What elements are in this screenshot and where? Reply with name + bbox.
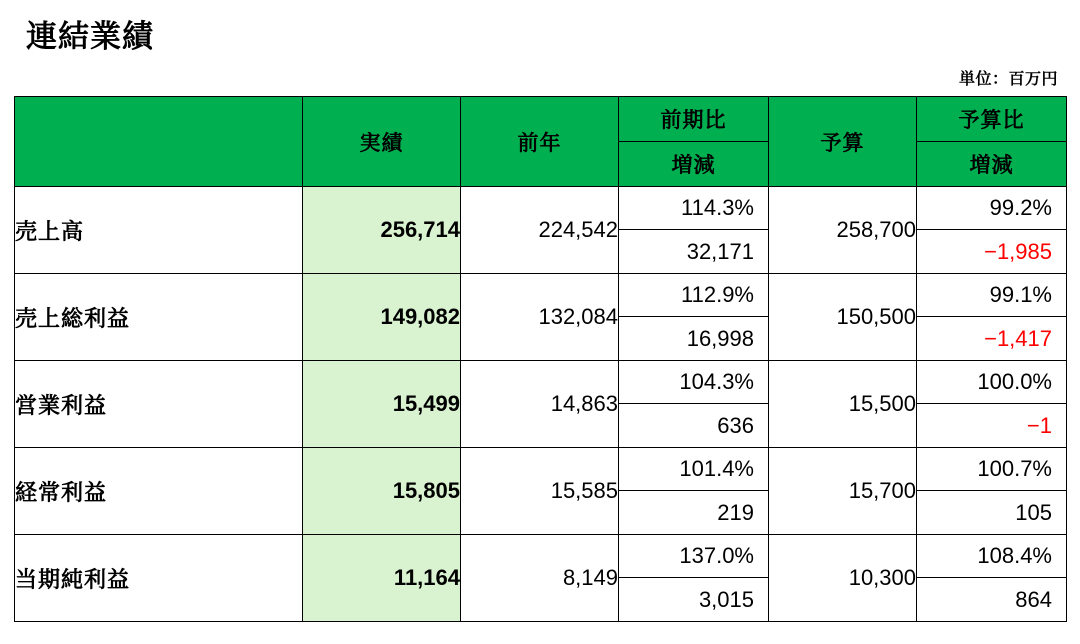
cell-budget-ratio: 99.1%	[917, 274, 1066, 317]
cell-yoy-change: 32,171	[686, 238, 754, 264]
cell-yoy-ratio: 114.3%	[619, 187, 768, 230]
row-label: 売上高	[15, 187, 303, 274]
cell-budget-change: 105	[1015, 499, 1052, 525]
cell-previous: 15,585	[461, 448, 619, 535]
cell-budget: 150,500	[769, 274, 917, 361]
cell-yoy-ratio: 137.0%	[619, 535, 768, 578]
cell-budget-change: −1,417	[984, 325, 1052, 351]
cell-actual: 149,082	[303, 274, 461, 361]
cell-actual: 11,164	[303, 535, 461, 622]
row-label: 営業利益	[15, 361, 303, 448]
row-label: 経常利益	[15, 448, 303, 535]
row-label: 当期純利益	[15, 535, 303, 622]
cell-previous: 224,542	[461, 187, 619, 274]
table-row	[15, 187, 1067, 274]
cell-budget-change: 864	[1015, 586, 1052, 612]
cell-previous: 132,084	[461, 274, 619, 361]
cell-budget-ratio: 100.7%	[917, 448, 1066, 491]
cell-budget: 15,500	[769, 361, 917, 448]
header-blank	[15, 97, 303, 187]
cell-budget-change: −1,985	[984, 238, 1052, 264]
cell-budget-ratio: 99.2%	[917, 187, 1066, 230]
table-header	[15, 97, 1067, 187]
table-row	[15, 535, 1067, 622]
cell-yoy-change: 3,015	[698, 586, 754, 612]
cell-budget-change: −1	[1026, 412, 1052, 438]
header-actual: 実績	[303, 97, 461, 187]
cell-yoy-change: 219	[717, 499, 754, 525]
cell-previous: 14,863	[461, 361, 619, 448]
header-budget: 予算	[769, 97, 917, 187]
cell-budget-variance	[917, 274, 1067, 361]
cell-actual: 15,499	[303, 361, 461, 448]
header-budget-change: 増減	[917, 142, 1067, 187]
cell-budget-ratio: 100.0%	[917, 361, 1066, 404]
cell-budget: 15,700	[769, 448, 917, 535]
cell-previous: 8,149	[461, 535, 619, 622]
cell-yoy	[619, 535, 769, 622]
cell-actual: 15,805	[303, 448, 461, 535]
header-previous: 前年	[461, 97, 619, 187]
cell-yoy-ratio: 104.3%	[619, 361, 768, 404]
table-body	[15, 187, 1067, 622]
header-budget-ratio: 予算比	[917, 97, 1067, 142]
cell-yoy-ratio: 101.4%	[619, 448, 768, 491]
table-row	[15, 448, 1067, 535]
cell-budget-variance	[917, 361, 1067, 448]
cell-yoy	[619, 187, 769, 274]
cell-yoy-change: 16,998	[686, 325, 754, 351]
cell-yoy-change: 636	[717, 412, 754, 438]
header-yoy-change: 増減	[619, 142, 769, 187]
header-yoy-ratio: 前期比	[619, 97, 769, 142]
page-title: 連結業績	[26, 19, 154, 54]
unit-note: 単位：百万円	[958, 71, 1058, 88]
table-row	[15, 361, 1067, 448]
cell-yoy-ratio: 112.9%	[619, 274, 768, 317]
cell-yoy	[619, 361, 769, 448]
row-label: 売上総利益	[15, 274, 303, 361]
cell-budget-variance	[917, 535, 1067, 622]
cell-budget: 258,700	[769, 187, 917, 274]
cell-budget-variance	[917, 448, 1067, 535]
cell-budget: 10,300	[769, 535, 917, 622]
cell-budget-ratio: 108.4%	[917, 535, 1066, 578]
consolidated-results-table	[14, 96, 1067, 622]
cell-budget-variance	[917, 187, 1067, 274]
table-row	[15, 274, 1067, 361]
cell-actual: 256,714	[303, 187, 461, 274]
cell-yoy	[619, 274, 769, 361]
cell-yoy	[619, 448, 769, 535]
